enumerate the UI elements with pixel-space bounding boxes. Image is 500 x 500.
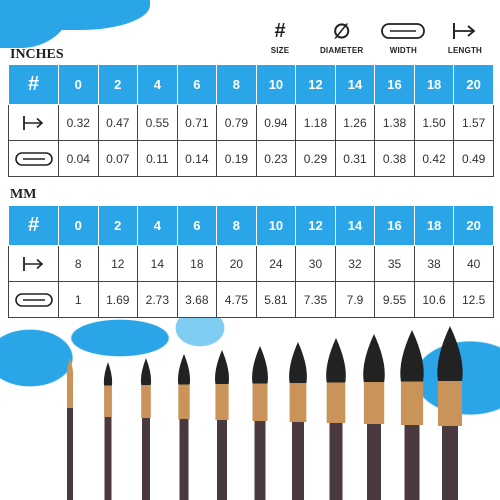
length-cell: 40 [454, 246, 494, 282]
length-cell: 14 [138, 246, 178, 282]
length-cell: 0.55 [138, 105, 178, 141]
hash-icon: # [9, 206, 59, 246]
size-cell: 0 [59, 206, 99, 246]
width-cell: 0.29 [296, 141, 336, 177]
length-cell: 0.47 [98, 105, 138, 141]
size-cell: 16 [375, 65, 415, 105]
size-cell: 6 [177, 65, 217, 105]
length-cell: 0.79 [217, 105, 257, 141]
length-cell: 0.71 [177, 105, 217, 141]
diameter-icon: ∅ [332, 20, 351, 43]
width-cell: 0.38 [375, 141, 415, 177]
width-cell: 0.04 [59, 141, 99, 177]
brush [289, 342, 307, 500]
brush-bristle [326, 338, 346, 383]
size-cell: 14 [335, 206, 375, 246]
brush-bristle [104, 362, 112, 386]
width-cell: 0.07 [98, 141, 138, 177]
brush-bristle [252, 346, 268, 384]
brush-bristle [363, 334, 385, 382]
mm-title: MM [10, 187, 37, 202]
width-cell: 0.42 [414, 141, 454, 177]
brush-handle [367, 424, 381, 500]
width-icon [381, 18, 425, 44]
brush-bristle [215, 350, 229, 384]
brush-ferrule [364, 382, 384, 424]
legend-label: WIDTH [389, 46, 417, 55]
length-cell: 38 [414, 246, 454, 282]
brush-handle [405, 425, 420, 500]
size-cell: 2 [98, 206, 138, 246]
width-cell: 1 [59, 282, 99, 318]
inches-length-row [9, 105, 494, 141]
brush-ferrule [438, 381, 462, 426]
length-cell: 0.94 [256, 105, 296, 141]
length-cell: 30 [296, 246, 336, 282]
brush [67, 358, 73, 500]
width-cell: 0.31 [335, 141, 375, 177]
width-cell: 4.75 [217, 282, 257, 318]
width-cell: 0.11 [138, 141, 178, 177]
length-cell: 35 [375, 246, 415, 282]
brush-bristle [437, 326, 462, 381]
length-cell: 1.57 [454, 105, 494, 141]
mm-width-row [9, 282, 494, 318]
brush-handle [142, 418, 150, 500]
size-cell: 0 [59, 65, 99, 105]
width-cell: 12.5 [454, 282, 494, 318]
size-cell: 18 [414, 206, 454, 246]
width-cell: 2.73 [138, 282, 178, 318]
brush-ferrule [401, 382, 423, 426]
legend-length [435, 18, 495, 62]
length-cell: 1.18 [296, 105, 336, 141]
hash-icon: # [9, 65, 59, 105]
size-cell: 18 [414, 65, 454, 105]
brush [141, 358, 151, 500]
size-cell: 4 [138, 65, 178, 105]
length-cell: 1.38 [375, 105, 415, 141]
length-icon [452, 18, 478, 44]
size-cell: 12 [296, 65, 336, 105]
inches-table [8, 64, 494, 177]
legend-diameter [312, 18, 372, 62]
size-cell: 4 [138, 206, 178, 246]
legend-label: SIZE [270, 46, 290, 55]
legend-width [373, 18, 433, 62]
brush-handle [255, 421, 266, 500]
length-icon [9, 105, 59, 141]
brush [400, 330, 423, 500]
width-cell: 10.6 [414, 282, 454, 318]
brush [104, 362, 112, 500]
width-cell: 3.68 [177, 282, 217, 318]
size-cell: 10 [256, 65, 296, 105]
width-cell: 7.35 [296, 282, 336, 318]
length-cell: 1.26 [335, 105, 375, 141]
brush-ferrule [104, 386, 112, 418]
brush-handle [330, 423, 343, 500]
brush-handle [180, 419, 189, 500]
brush-handle [105, 417, 112, 500]
width-icon [9, 141, 59, 177]
brush-ferrule [290, 383, 307, 422]
size-cell: 14 [335, 65, 375, 105]
brush-handle [67, 408, 73, 500]
length-cell: 12 [98, 246, 138, 282]
hash-icon: # [274, 19, 286, 42]
brushes-illustration [60, 318, 480, 500]
mm-table [8, 205, 494, 318]
mm-size-row [9, 206, 494, 246]
brush-ferrule [327, 383, 346, 424]
width-cell: 0.49 [454, 141, 494, 177]
width-cell: 7.9 [335, 282, 375, 318]
mm-length-row [9, 246, 494, 282]
legend-label: LENGTH [447, 46, 483, 55]
paint-splash-top-left [0, 0, 70, 48]
size-cell: 8 [217, 206, 257, 246]
brush [252, 346, 268, 500]
brush-bristle [400, 330, 423, 382]
length-cell: 20 [217, 246, 257, 282]
length-cell: 18 [177, 246, 217, 282]
width-cell: 0.23 [256, 141, 296, 177]
length-cell: 0.32 [59, 105, 99, 141]
brush-handle [292, 422, 304, 500]
length-icon [9, 246, 59, 282]
width-cell: 5.81 [256, 282, 296, 318]
width-cell: 1.69 [98, 282, 138, 318]
inches-width-row [9, 141, 494, 177]
size-cell: 20 [454, 65, 494, 105]
length-cell: 8 [59, 246, 99, 282]
brush [215, 350, 229, 500]
width-cell: 0.14 [177, 141, 217, 177]
size-cell: 10 [256, 206, 296, 246]
width-cell: 9.55 [375, 282, 415, 318]
size-cell: 16 [375, 206, 415, 246]
inches-size-row [9, 65, 494, 105]
brush-ferrule [215, 384, 228, 420]
brush-bristle [141, 358, 151, 385]
brush [178, 354, 190, 500]
brush [363, 334, 385, 500]
brush-bristle [178, 354, 190, 385]
size-cell: 8 [217, 65, 257, 105]
size-cell: 20 [454, 206, 494, 246]
brush-ferrule [178, 385, 189, 420]
width-cell: 0.19 [217, 141, 257, 177]
brush-handle [217, 420, 227, 500]
brush [437, 326, 462, 500]
legend [250, 18, 495, 62]
brush-ferrule [141, 385, 151, 418]
size-cell: 6 [177, 206, 217, 246]
brush-bristle [289, 342, 307, 383]
brush-ferrule [253, 384, 268, 422]
brush [326, 338, 346, 500]
inches-title: INCHES [10, 47, 64, 62]
length-cell: 1.50 [414, 105, 454, 141]
legend-label: DIAMETER [319, 46, 364, 55]
length-cell: 24 [256, 246, 296, 282]
size-cell: 12 [296, 206, 336, 246]
brush-bristle [67, 358, 73, 378]
width-icon [9, 282, 59, 318]
brush-ferrule [67, 378, 73, 408]
size-cell: 2 [98, 65, 138, 105]
legend-size [250, 18, 310, 62]
length-cell: 32 [335, 246, 375, 282]
brush-handle [442, 426, 458, 500]
